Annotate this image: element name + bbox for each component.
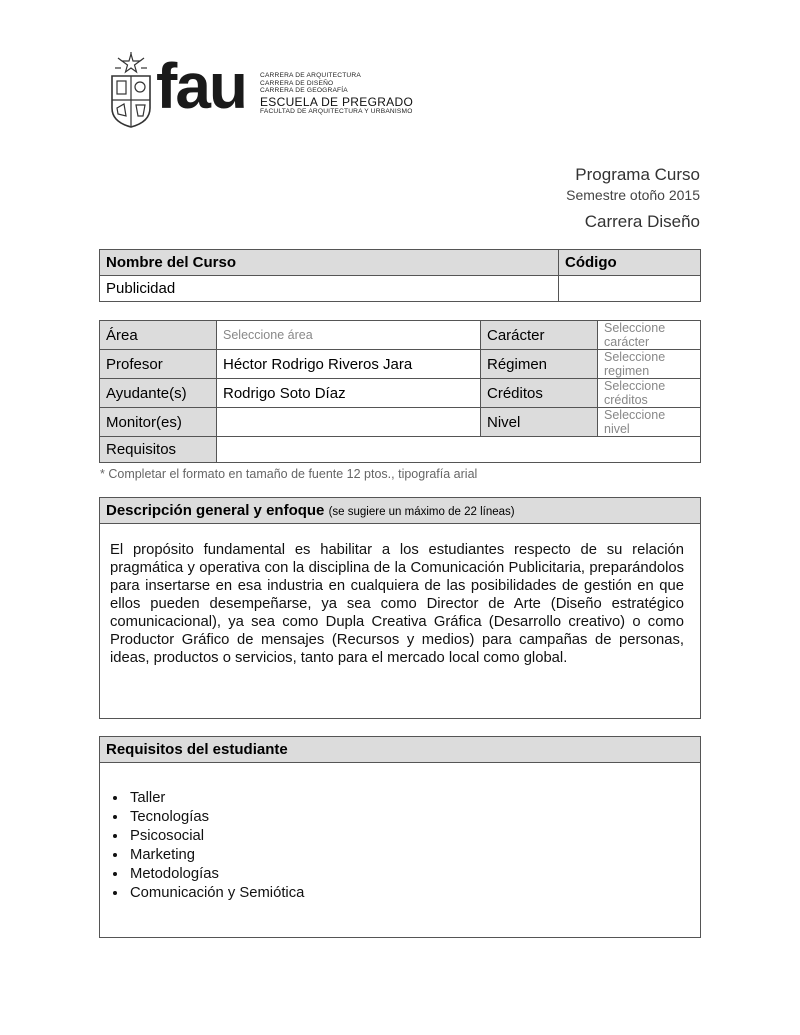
course-name-field[interactable]: Publicidad xyxy=(100,276,559,302)
table-row xyxy=(100,437,701,463)
description-text[interactable]: El propósito fundamental es habilitar a los estudiantes respecto de su relación pragmática y operativa con la disciplina de la Comunicación Publicitaria, preparándolos para insertarse en esa industria en cualquiera de las posibilidades de gestión en que ellos pueden desempeñarse, ya sea como Director de Arte (Diseño estratégico comunicacional), ya sea como Dupla Creativa Gráfica (Desarrollo creativo) o como Productor Gráfico de mensajes (Recursos y medios) para campañas de personas, ideas, productos o servicios, tanto para el mercado local como global. xyxy=(110,542,684,666)
caracter-label: Carácter xyxy=(481,321,598,350)
nivel-select[interactable]: Seleccione nivel xyxy=(598,408,701,437)
list-item: • Tecnologías xyxy=(128,808,700,827)
university-crest-icon xyxy=(108,52,154,128)
nivel-label: Nivel xyxy=(481,408,598,437)
description-section xyxy=(99,497,701,719)
fau-logo xyxy=(108,50,414,132)
logo-line-facultad: FACULTAD DE ARQUITECTURA Y URBANISMO xyxy=(260,107,413,115)
regimen-select[interactable]: Seleccione regimen xyxy=(598,350,701,379)
course-details-table xyxy=(99,320,701,463)
course-name-header: Nombre del Curso xyxy=(100,250,559,276)
area-select[interactable]: Seleccione área xyxy=(217,321,481,350)
ayudante-label: Ayudante(s) xyxy=(100,379,217,408)
table-row xyxy=(100,350,701,379)
ayudante-field[interactable]: Rodrigo Soto Díaz xyxy=(217,379,481,408)
caracter-select[interactable]: Seleccione carácter xyxy=(598,321,701,350)
course-name-table xyxy=(99,249,701,302)
table-row xyxy=(100,321,701,350)
format-note: * Completar el formato en tamaño de fuente 12 ptos., tipografía arial xyxy=(100,467,478,481)
requisitos-field[interactable] xyxy=(217,437,701,463)
description-header xyxy=(100,498,700,524)
logo-line-arquitectura: CARRERA DE ARQUITECTURA xyxy=(260,72,361,79)
fau-wordmark: fau xyxy=(156,50,246,122)
list-item: • Metodologías xyxy=(128,865,700,884)
requisitos-label: Requisitos xyxy=(100,437,217,463)
semester-label: Semestre otoño 2015 xyxy=(566,187,700,203)
table-row xyxy=(100,250,701,276)
description-title: Descripción general y enfoque xyxy=(106,502,325,519)
creditos-select[interactable]: Seleccione créditos xyxy=(598,379,701,408)
student-requirements-section xyxy=(99,736,701,938)
list-item: • Taller xyxy=(128,789,700,808)
requirements-list[interactable] xyxy=(100,789,700,903)
creditos-label: Créditos xyxy=(481,379,598,408)
logo-line-diseno: CARRERA DE DISEÑO xyxy=(260,79,334,87)
course-code-header: Código xyxy=(559,250,701,276)
page-title: Programa Curso xyxy=(575,165,700,184)
student-requirements-header: Requisitos del estudiante xyxy=(100,737,700,763)
area-label: Área xyxy=(100,321,217,350)
list-item: • Comunicación y Semiótica xyxy=(128,884,700,903)
career-label: Carrera Diseño xyxy=(584,212,700,231)
logo-text xyxy=(260,73,413,116)
table-row xyxy=(100,408,701,437)
logo-line-escuela: ESCUELA DE PREGRADO xyxy=(260,94,414,109)
course-code-field[interactable] xyxy=(559,276,701,302)
monitor-field[interactable] xyxy=(217,408,481,437)
description-subtitle: (se sugiere un máximo de 22 líneas) xyxy=(328,506,515,518)
logo-line-geografia: CARRERA DE GEOGRAFÍA xyxy=(260,87,348,95)
profesor-field[interactable]: Héctor Rodrigo Riveros Jara xyxy=(217,350,481,379)
list-item: • Marketing xyxy=(128,846,700,865)
table-row xyxy=(100,276,701,302)
monitor-label: Monitor(es) xyxy=(100,408,217,437)
regimen-label: Régimen xyxy=(481,350,598,379)
profesor-label: Profesor xyxy=(100,350,217,379)
list-item: • Psicosocial xyxy=(128,827,700,846)
table-row xyxy=(100,379,701,408)
